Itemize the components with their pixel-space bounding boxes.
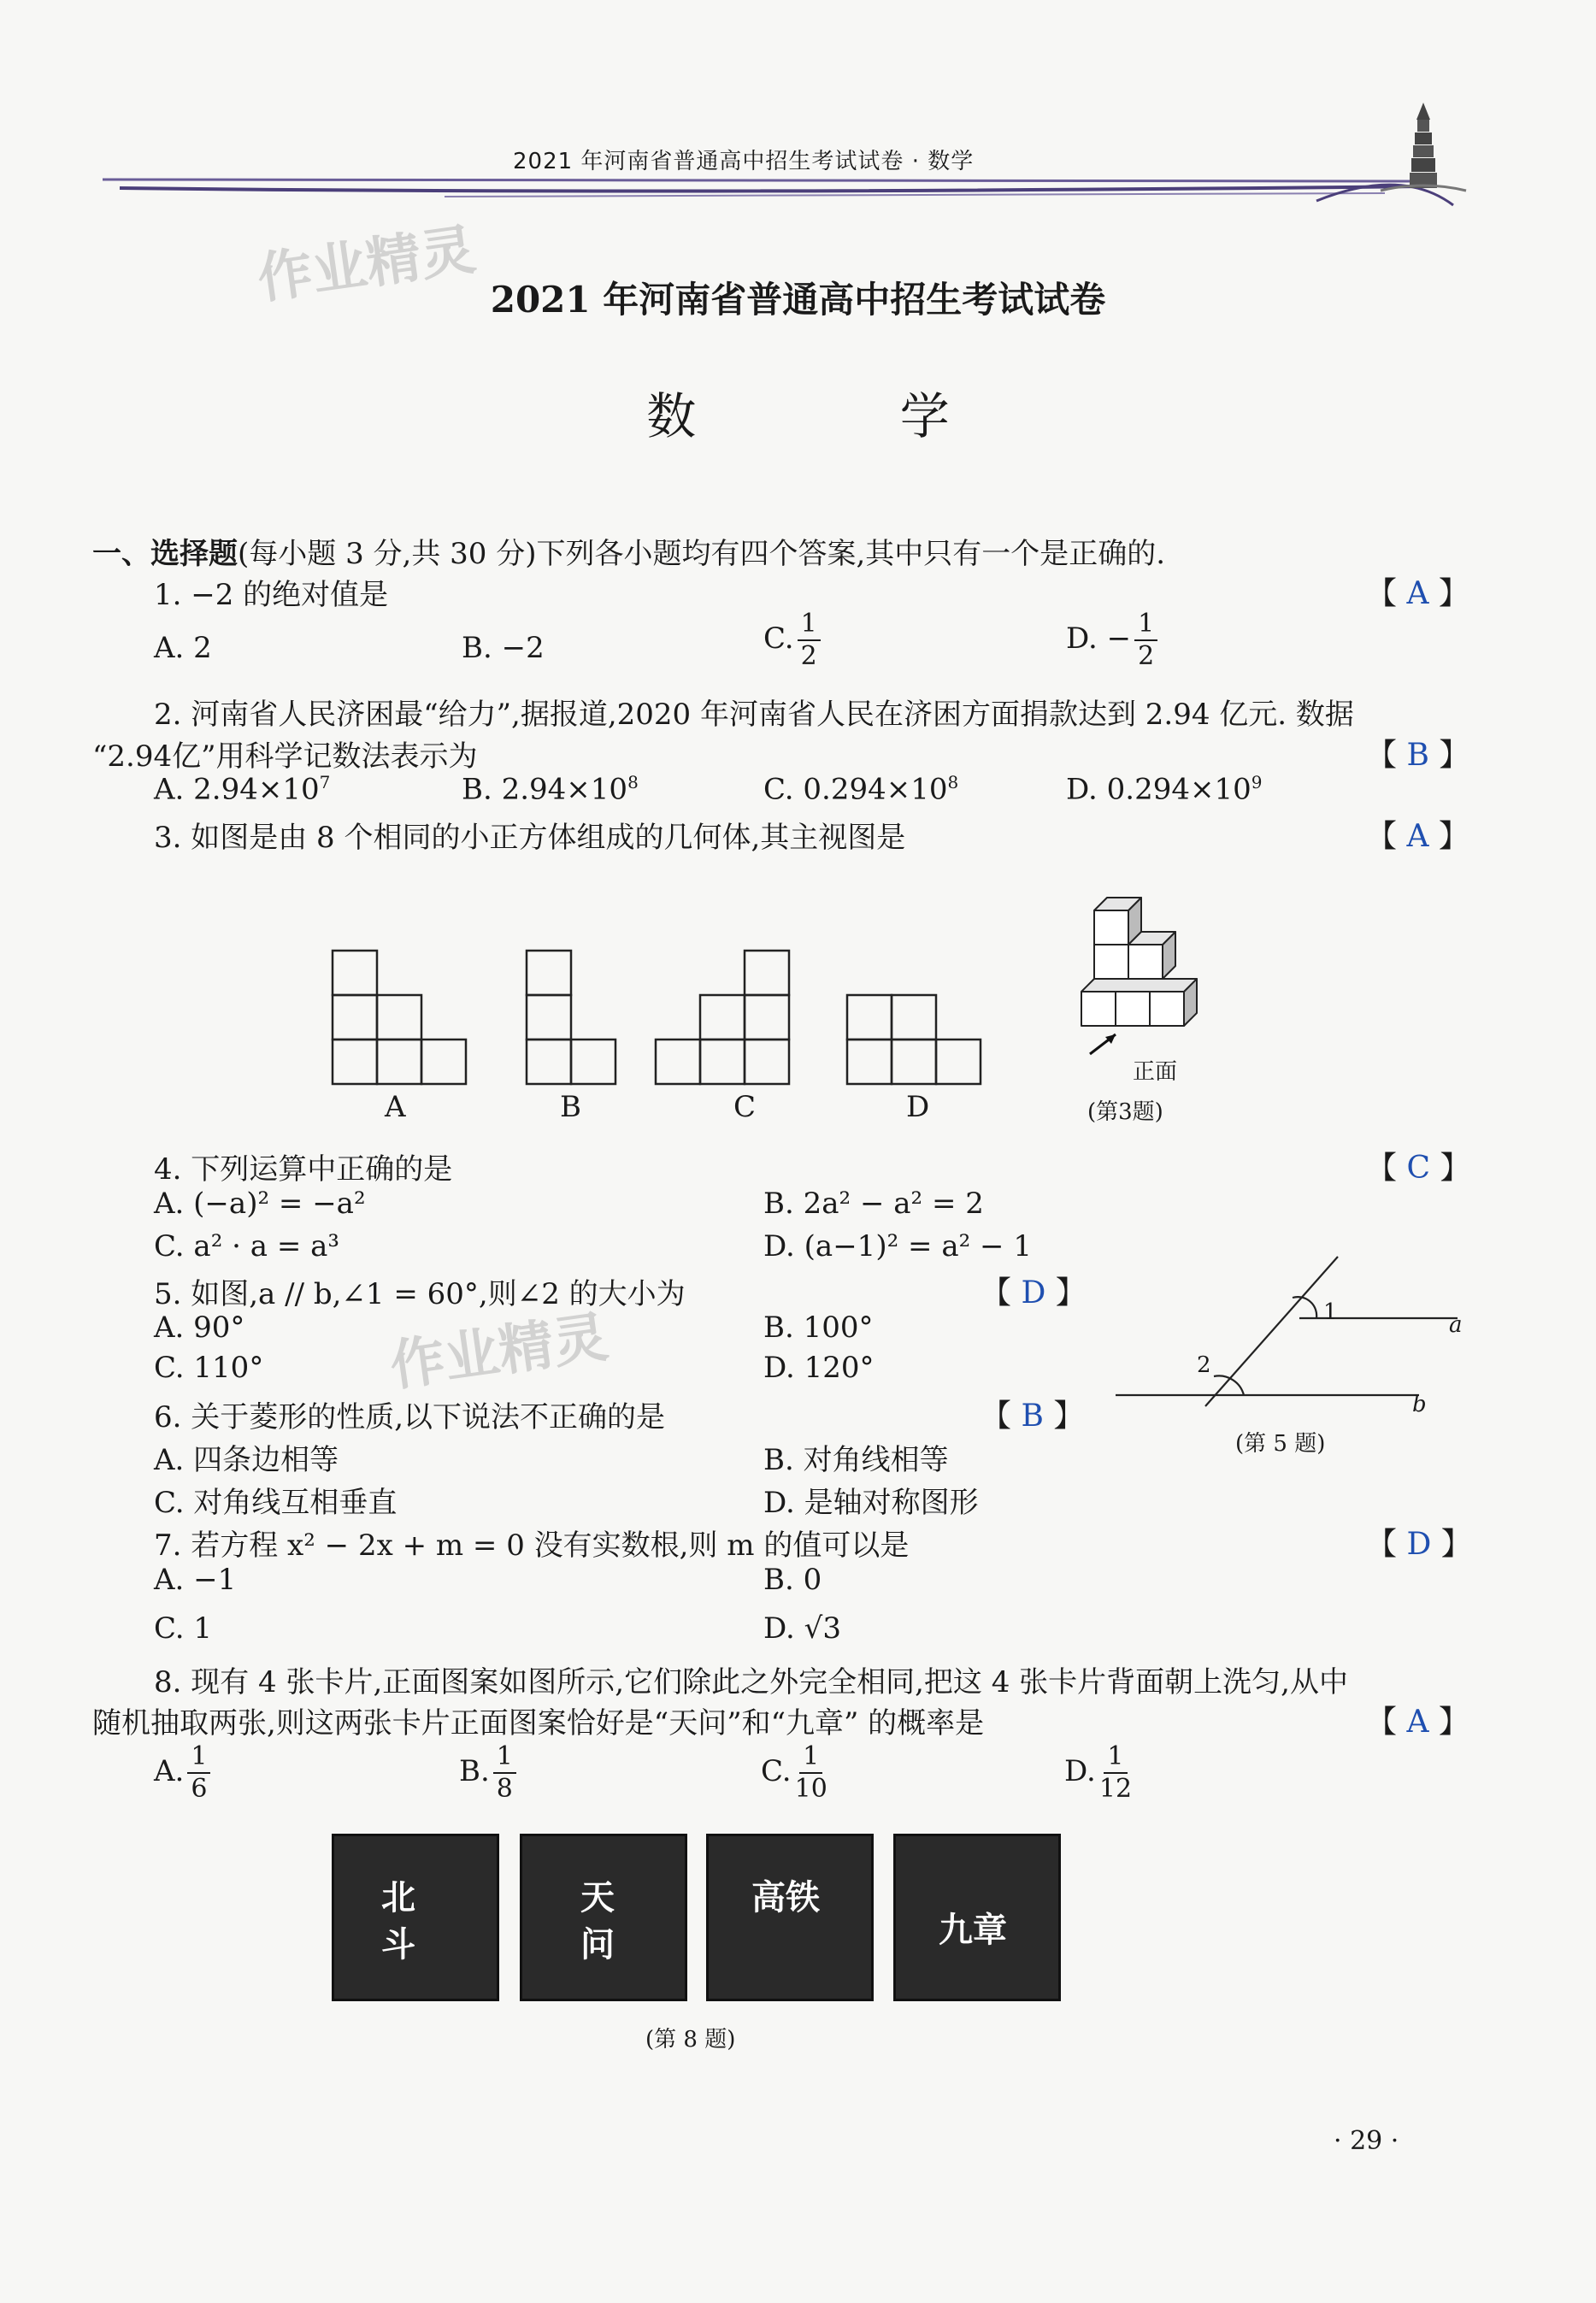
q3-label-a: A	[385, 1090, 406, 1124]
q1-option-a: A. 2	[154, 631, 212, 665]
q1-option-b: B. −2	[462, 631, 545, 665]
q5-line-b-label: b	[1412, 1392, 1427, 1417]
q4-option-d: D. (a−1)² = a² − 1	[763, 1229, 1032, 1263]
q2-stem-line2: “2.94亿”用科学记数法表示为	[92, 739, 478, 774]
q6-answer-bracket: 【 B 】	[981, 1399, 1085, 1434]
fraction: $\frac{1}{6}$	[187, 1744, 210, 1802]
q8-option-b: B. $\frac{1}{8}$	[459, 1744, 520, 1802]
q3-stem: 3. 如图是由 8 个相同的小正方体组成的几何体,其主视图是	[154, 821, 906, 855]
q1-answer: A	[1406, 576, 1429, 611]
q7-option-b: B. 0	[763, 1563, 822, 1597]
q2-stem-line1: 2. 河南省人民济困最“给力”,据报道,2020 年河南省人民在济困方面捐款达到 2.94 亿元. 数据	[154, 698, 1354, 732]
q4-option-c: C. a² · a = a³	[154, 1229, 340, 1263]
watermark: 作业精灵	[386, 1305, 612, 1399]
q4-stem: 4. 下列运算中正确的是	[154, 1152, 453, 1187]
q8-option-c: C. $\frac{1}{10}$	[761, 1741, 827, 1804]
q1-option-d: D. − $\frac{1}{2}$	[1066, 611, 1161, 669]
q3-caption: (第3题)	[1087, 1099, 1163, 1125]
watermark: 作业精灵	[253, 218, 480, 312]
q6-option-a: A. 四条边相等	[154, 1443, 339, 1477]
fraction: $\frac{1}{8}$	[493, 1744, 516, 1802]
q7-stem: 7. 若方程 x² − 2x + m = 0 没有实数根,则 m 的值可以是	[154, 1528, 910, 1563]
q8-caption: (第 8 题)	[645, 2027, 736, 2053]
card-tianwen: 天 问	[520, 1834, 687, 2001]
q5-stem: 5. 如图,a // b,∠1 = 60°,则∠2 的大小为	[154, 1277, 686, 1311]
q6-option-d: D. 是轴对称图形	[763, 1486, 979, 1520]
fraction: $\frac{1}{10}$	[794, 1741, 827, 1804]
q5-answer: D	[1021, 1275, 1046, 1311]
q3-answer-bracket: 【 A 】	[1366, 819, 1469, 854]
q8-option-a: A. $\frac{1}{6}$	[154, 1744, 214, 1802]
q5-answer-bracket: 【 D 】	[981, 1275, 1087, 1311]
pagoda-icon	[1372, 98, 1475, 201]
q6-option-c: C. 对角线互相垂直	[154, 1486, 398, 1520]
running-header: 2021 年河南省普通高中招生考试试卷 · 数学	[513, 149, 975, 174]
q8-option-d: D. $\frac{1}{12}$	[1064, 1741, 1133, 1804]
q8-answer: A	[1406, 1705, 1429, 1740]
section-header	[92, 530, 1165, 572]
page-number: · 29 ·	[1334, 2126, 1399, 2156]
q3-label-c: C	[733, 1090, 757, 1124]
q5-line-a-label: a	[1449, 1312, 1463, 1338]
q7-answer-bracket: 【 D 】	[1366, 1527, 1472, 1562]
q6-answer: B	[1021, 1399, 1044, 1434]
header-rule	[85, 120, 1487, 214]
q6-stem: 6. 关于菱形的性质,以下说法不正确的是	[154, 1400, 666, 1434]
q3-label-d: D	[906, 1090, 930, 1124]
section-note: (每小题 3 分,共 30 分)下列各小题均有四个答案,其中只有一个是正确的.	[238, 537, 1166, 571]
q2-option-c: C. $0.294\times 10^8$	[763, 772, 959, 807]
q7-answer: D	[1406, 1527, 1432, 1562]
card-gaotie: 高铁	[706, 1834, 874, 2001]
q8-answer-bracket: 【 A 】	[1366, 1705, 1469, 1740]
q1-answer-bracket: 【 A 】	[1366, 576, 1469, 611]
q7-option-c: C. 1	[154, 1611, 213, 1646]
q5-option-a: A. 90°	[154, 1311, 245, 1345]
q8-stem-line1: 8. 现有 4 张卡片,正面图案如图所示,它们除此之外完全相同,把这 4 张卡片背面朝上洗匀,从中	[154, 1665, 1348, 1699]
q3-label-b: B	[560, 1090, 581, 1124]
q3-front-label: 正面	[1133, 1059, 1178, 1085]
q7-option-a: A. −1	[154, 1563, 237, 1597]
q3-cube-figure	[1073, 876, 1244, 1056]
card-beidou: 北 斗	[332, 1834, 499, 2001]
q7-option-d: D. √3	[763, 1611, 841, 1646]
q5-angle2-label: 2	[1197, 1352, 1211, 1378]
q4-answer: C	[1406, 1151, 1430, 1186]
q3-answer: A	[1406, 819, 1429, 854]
fraction: $\frac{1}{2}$	[1134, 611, 1157, 669]
fraction: $\frac{1}{2}$	[798, 611, 821, 669]
q4-option-a: A. (−a)² = −a²	[154, 1187, 366, 1221]
q1-stem: 1. −2 的绝对值是	[154, 578, 389, 612]
q5-caption: (第 5 题)	[1235, 1431, 1326, 1457]
fraction: $\frac{1}{12}$	[1098, 1741, 1133, 1804]
q2-option-a: A. $2.94\times 10^7$	[154, 772, 331, 807]
card-jiuzhang: 九章	[893, 1834, 1061, 2001]
q8-stem-line2: 随机抽取两张,则这两张卡片正面图案恰好是“天问”和“九章” 的概率是	[92, 1706, 985, 1741]
q4-answer-bracket: 【 C 】	[1366, 1151, 1471, 1186]
section-label: 一、选择题	[92, 537, 238, 571]
q2-option-b: B. $2.94\times 10^8$	[462, 772, 639, 807]
q2-answer: B	[1406, 738, 1429, 773]
q4-option-b: B. 2a² − a² = 2	[763, 1187, 984, 1221]
q5-option-d: D. 120°	[763, 1351, 875, 1385]
q5-angle1-label: 1	[1323, 1299, 1338, 1325]
q1-option-c: C. $\frac{1}{2}$	[763, 611, 824, 669]
subject-title: 数 学	[646, 387, 1044, 445]
q5-option-b: B. 100°	[763, 1311, 874, 1345]
q2-answer-bracket: 【 B 】	[1366, 738, 1470, 773]
q6-option-b: B. 对角线相等	[763, 1443, 949, 1477]
exam-title: 2021 年河南省普通高中招生考试试卷	[490, 279, 1106, 321]
q2-option-d: D. $0.294\times 10^9$	[1066, 772, 1263, 807]
q5-option-c: C. 110°	[154, 1351, 264, 1385]
q3-view-options	[325, 940, 1009, 1094]
